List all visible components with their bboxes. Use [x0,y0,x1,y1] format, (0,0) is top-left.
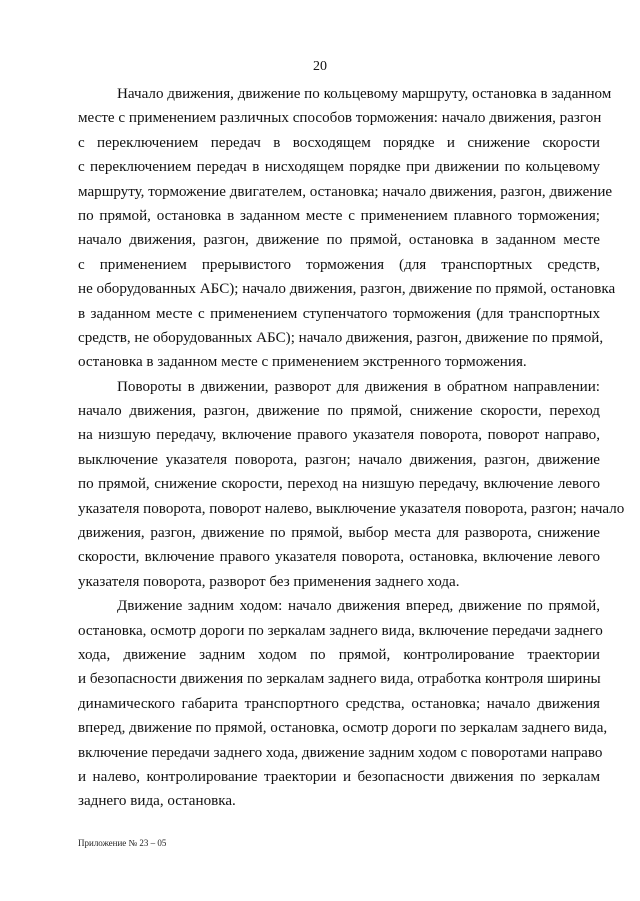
text-line: Движение задним ходом: начало движения вперед, движение по прямой, [117,598,600,615]
text-line: Начало движения, движение по кольцевому маршруту, остановка в заданном [117,86,612,102]
paragraph-3 [78,594,608,814]
text-line: заднего вида, остановка. [78,793,236,810]
paragraph-2 [78,375,625,595]
text-line: выключение указателя поворота, разгон; начало движения, разгон, движение [78,451,600,468]
page-number: 20 [313,59,327,74]
document-body [78,82,625,814]
text-line: остановка, осмотр дороги по зеркалам заднего вида, включение передачи заднего [78,622,603,639]
text-line: указателя поворота, разворот без применения заднего хода. [78,573,460,590]
text-line: в заданном месте с применением ступенчатого торможения (для транспортных [78,305,600,322]
text-line: скорости, включение правого указателя поворота, остановка, включение левого [78,549,600,566]
text-line: по прямой, остановка в заданном месте с применением плавного торможения; [78,207,600,224]
paragraph-1 [78,82,616,375]
text-line: на низшую передачу, включение правого указателя поворота, поворот направо, [78,427,600,444]
text-line: не оборудованных АБС); начало движения, разгон, движение по прямой, остановка [78,281,616,298]
text-line: вперед, движение по прямой, остановка, осмотр дороги по зеркалам заднего вида, [78,720,608,737]
text-line: и безопасности движения по зеркалам заднего вида, отработка контроля ширины [78,671,601,688]
text-line: начало движения, разгон, движение по прямой, снижение скорости, переход [78,403,600,420]
text-line: и налево, контролирование траектории и безопасности движения по зеркалам [78,768,600,785]
footer-appendix-note: Приложение № 23 – 05 [78,838,167,848]
text-line: маршруту, торможение двигателем, остановка; начало движения, разгон, движение [78,183,613,200]
text-line: указателя поворота, поворот налево, выключение указателя поворота, разгон; начало [78,500,625,517]
text-line: месте с применением различных способов торможения: начало движения, разгон [78,110,602,127]
text-line: начало движения, разгон, движение по прямой, остановка в заданном месте [78,232,600,249]
text-line: включение передачи заднего хода, движение задним ходом с поворотами направо [78,744,603,761]
text-line: с переключением передач в нисходящем порядке при движении по кольцевому [78,159,600,176]
text-line: с переключением передач в восходящем порядке и снижение скорости [78,134,600,151]
text-line: остановка в заданном месте с применением экстренного торможения. [78,354,527,371]
text-line: по прямой, снижение скорости, переход на низшую передачу, включение левого [78,476,600,493]
text-line: с применением прерывистого торможения (для транспортных средств, [78,256,600,273]
text-line: Повороты в движении, разворот для движения в обратном направлении: [117,378,600,395]
text-line: средств, не оборудованных АБС); начало движения, разгон, движение по прямой, [78,329,604,346]
text-line: движения, разгон, движение по прямой, выбор места для разворота, снижение [78,525,600,542]
text-line: хода, движение задним ходом по прямой, контролирование траектории [78,646,600,663]
text-line: динамического габарита транспортного средства, остановка; начало движения [78,695,600,712]
